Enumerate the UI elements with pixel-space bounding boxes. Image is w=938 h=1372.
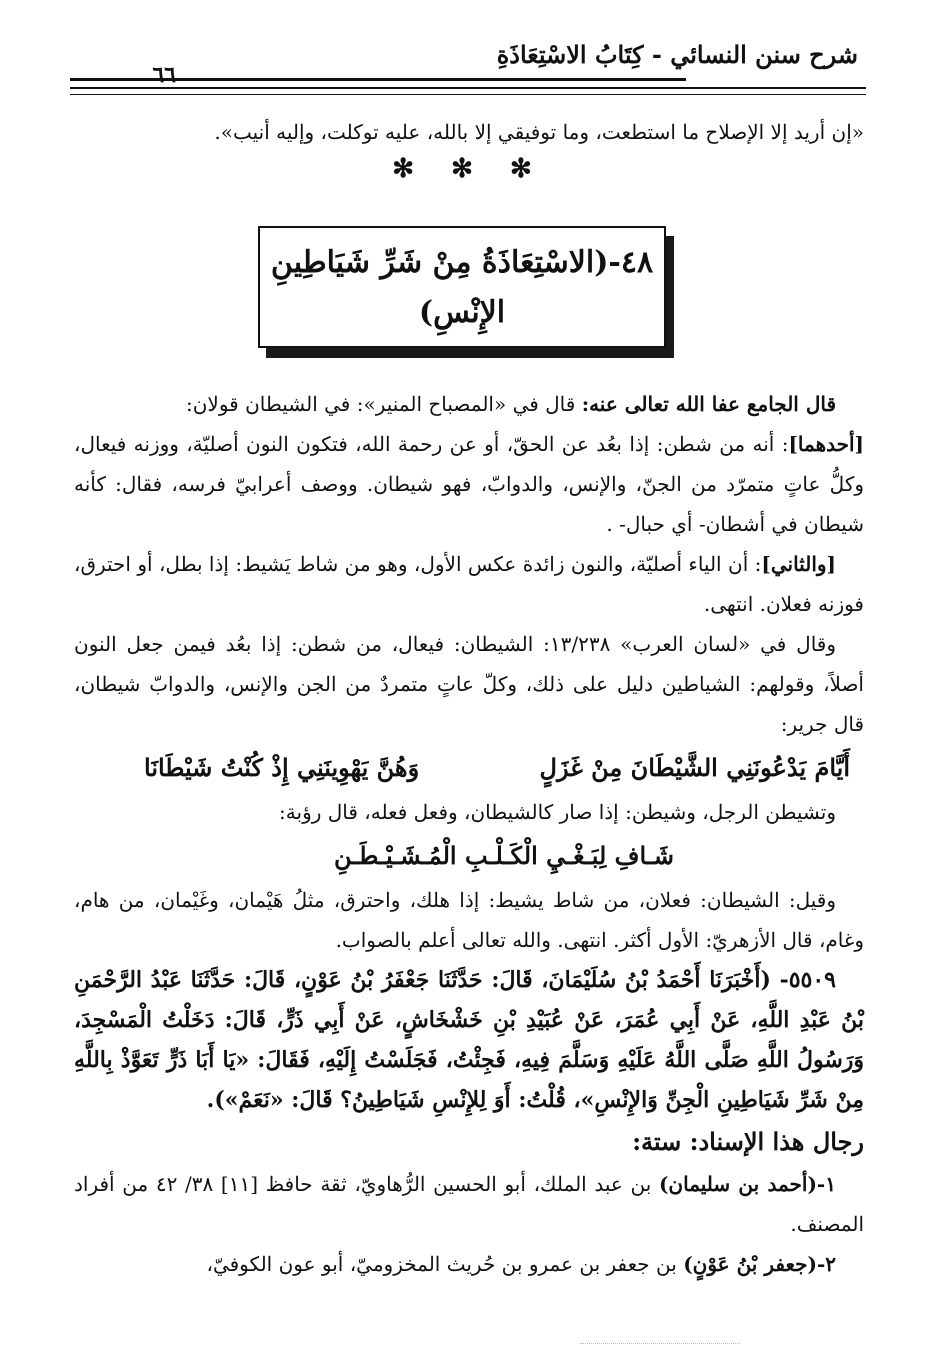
paragraph-2-text: : أنه من شطن: إذا بعُد عن الحقّ، أو عن رحمة الله، فتكون النون أصليّة، ووزنه فيعال، وكلُّ عاتٍ متمرّد من الجنّ، والإنس، والدوابّ، فهو شيطان. ووصف أعرابيّ فرسه، فقال: كأنه شيطان في أشطان- أي حبال- . <box>74 432 864 536</box>
chapter-title-line-2: الإِنْسِ) <box>418 295 506 330</box>
paragraph-4: وقال في «لسان العرب» ١٣/٢٣٨: الشيطان: فيعال، من شطن: إذا بعُد فيمن جعل النون أصلاً، وقولهم: الشياطين دليل على ذلك، وكلّ عاتٍ متمردٌ من الجن والإنس، والدوابّ شيطان، قال جرير: <box>74 632 864 736</box>
narrator-1 <box>74 1164 864 1244</box>
narrators-heading: رجال هذا الإسناد: ستة: <box>632 1127 864 1156</box>
narrator-1-name: ١-(أحمد بن سليمان) <box>658 1172 836 1196</box>
verse-first-hemistich: أَيَّامَ يَدْعُونَنِي الشَّيْطَانَ مِنْ غَزَلٍ <box>539 753 850 782</box>
paragraph-1 <box>74 384 864 424</box>
paragraph-6: وقيل: الشيطان: فعلان، من شاط يشيط: إذا هلك، واحترق، مثلُ هَيْمان، وغَيْمان، من هام، وغام، قال الأزهريّ: الأول أكثر. انتهى. والله تعالى أعلم بالصواب. <box>74 888 864 952</box>
narrator-2-text: بن جعفر بن عمرو بن حُريث المخزوميّ، أبو عون الكوفيّ، <box>206 1252 684 1276</box>
chapter-heading-box <box>258 226 666 348</box>
paragraph-5: وتشيطن الرجل، وشيطن: إذا صار كالشيطان، وفعل فعله، قال رؤبة: <box>279 800 836 824</box>
section-separator-stars: ✻ ✻ ✻ <box>392 154 546 184</box>
narrator-2-name: ٢-(جعفر بْنُ عَوْنٍ) <box>683 1252 836 1276</box>
hadith-text: ٥٥٠٩- (أَخْبَرَنَا أَحْمَدُ بْنُ سُلَيْمَانَ، قَالَ: حَدَّثَنَا جَعْفَرُ بْنُ عَوْنٍ، قَالَ: حَدَّثَنَا عَبْدُ الرَّحْمَنِ بْنُ عَبْدِ اللَّهِ، عَنْ أَبِي عُمَرَ، عَنْ عُبَيْدِ بْنِ خَشْخَاشٍ، عَنْ أَبِي ذَرٍّ، قَالَ: دَخَلْتُ الْمَسْجِدَ، وَرَسُولُ اللَّهِ صَلَّى اللَّهُ عَلَيْهِ وَسَلَّمَ فِيهِ، فَجِئْتُ، فَجَلَسْتُ إِلَيْهِ، فَقَالَ: «يَا أَبَا ذَرٍّ تَعَوَّذْ بِاللَّهِ مِنْ شَرِّ شَيَاطِينِ الْجِنِّ وَالإِنْسِ»، قُلْتُ: أَوَ لِلإِنْسِ شَيَاطِينُ؟ قَالَ: «نَعَمْ»). <box>74 967 864 1113</box>
narrator-1-text: بن عبد الملك، أبو الحسين الرُّهاويّ، ثقة حافظ [١١] ٣٨/ ٤٢ من أفراد المصنف. <box>74 1172 864 1236</box>
header-rule-double <box>70 87 866 89</box>
chapter-title-line-1: ٤٨-(الاسْتِعَاذَةُ مِنْ شَرِّ شَيَاطِينِ <box>270 245 654 280</box>
quran-quote-text: «إن أريد إلا الإصلاح ما استطعت، وما توفيقي إلا بالله، عليه توكلت، وإليه أنيب». <box>214 120 864 144</box>
compiler-note-label: قال الجامع عفا الله تعالى عنه: <box>581 392 836 416</box>
narrator-2 <box>74 1244 864 1284</box>
first-opinion-label: [أحدهما] <box>788 432 864 456</box>
paragraph-3 <box>74 544 864 624</box>
page-number: ٦٦ <box>152 62 176 88</box>
scan-artifact-dots <box>580 1343 740 1344</box>
commentary-body <box>74 384 864 1284</box>
verse-second-hemistich: وَهُنَّ يَهْوِينَنِي إِذْ كُنْتُ شَيْطَانَا <box>144 753 420 782</box>
header-rule-short <box>70 78 146 81</box>
running-header <box>70 40 866 100</box>
paragraph-3-text: : أن الياء أصليّة، والنون زائدة عكس الأول، وهو من شاط يَشيط: إذا بطل، أو احترق، فوزنه فعلان. انتهى. <box>74 552 864 616</box>
header-rule <box>70 78 686 81</box>
running-header-title: شرح سنن النسائي - كِتَابُ الاسْتِعَاذَةِ <box>496 40 858 69</box>
quran-quote <box>74 112 864 152</box>
poetry-verse-ruba: شَـافِ لِبَـغْـيِ الْكَـلْـبِ الْمُـشَـيْـطَـنِ <box>334 841 674 870</box>
paragraph-2 <box>74 424 864 544</box>
poetry-verse-jarir <box>74 744 864 792</box>
paragraph-1-text: قال في «المصباح المنير»: في الشيطان قولان: <box>185 392 582 416</box>
second-opinion-label: [والثاني] <box>761 552 836 576</box>
header-rule-thin <box>70 94 866 95</box>
